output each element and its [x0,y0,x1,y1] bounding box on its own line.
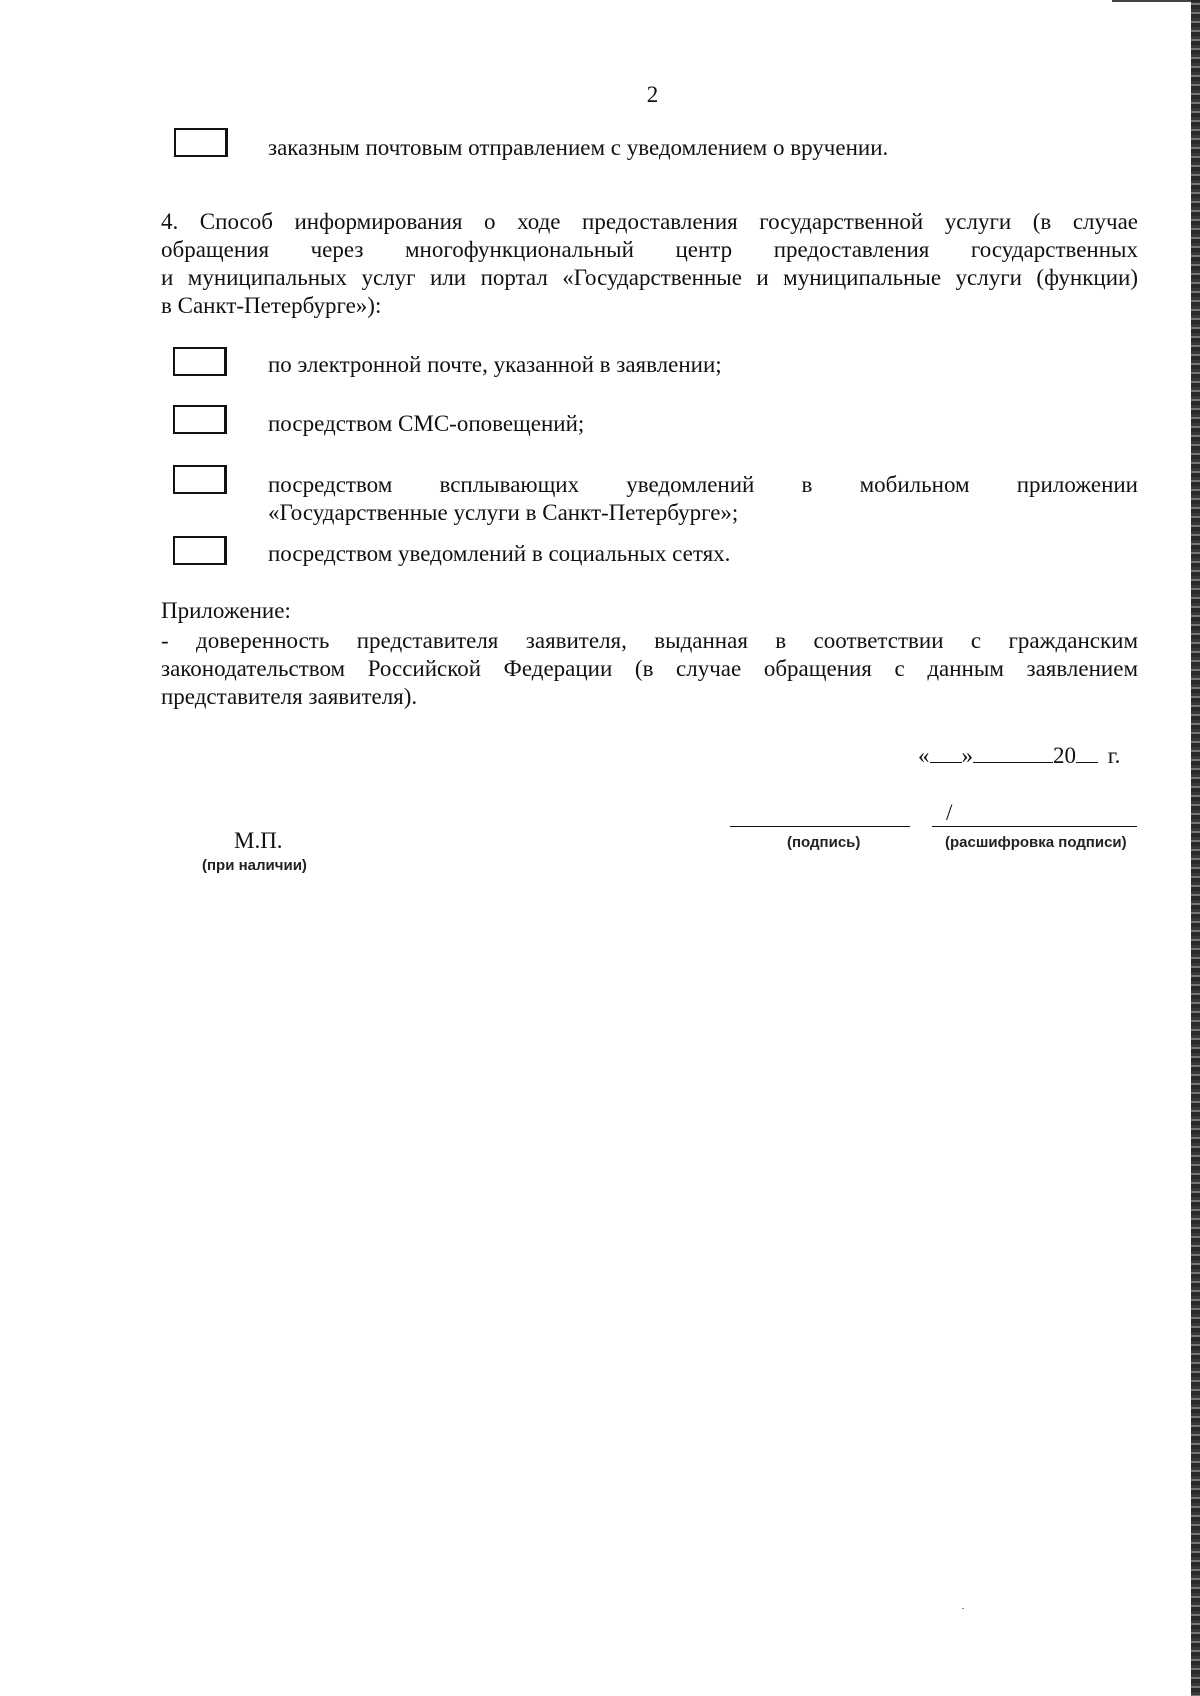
option-push-label [268,471,1138,527]
section4-line: в Санкт-Петербурге»): [161,293,382,318]
option-registered-mail-label: заказным почтовым отправлением с уведомлением о вручении. [268,135,889,160]
checkbox-push[interactable] [173,465,227,494]
scan-right-edge [1191,0,1200,1696]
option-sms-label: посредством СМС-оповещений; [268,411,585,436]
date-year-suffix: г. [1107,743,1121,768]
scan-top-edge [1112,0,1200,2]
section4-line: и муниципальных услуг или портал «Государственные и муниципальные услуги (функции) [161,265,1138,290]
date-close-quote: » [961,743,973,768]
signature-decoding-field[interactable] [932,826,1137,827]
section4-line: 4. Способ информирования о ходе предоставления государственной услуги (в случае [161,209,1138,234]
checkbox-email[interactable] [173,347,227,376]
section4-line: обращения через многофункциональный центр предоставления государственных [161,237,1138,262]
signature-decoding-label: (расшифровка подписи) [945,834,1127,851]
scan-speck [962,1608,964,1609]
checkbox-registered-mail[interactable] [174,128,228,157]
stamp-label: М.П. [234,828,283,853]
date-line [918,742,1140,769]
stamp-note: (при наличии) [202,857,307,874]
option-push-line: посредством всплывающих уведомлений в мобильном приложении [268,472,1138,497]
option-email-label: по электронной почте, указанной в заявлении; [268,352,722,377]
signature-label: (подпись) [787,834,861,851]
page-number: 2 [646,82,659,107]
date-day-field[interactable] [930,742,962,763]
date-open-quote: « [918,743,930,768]
date-year-prefix: 20 [1053,743,1076,768]
checkbox-sms[interactable] [173,405,227,434]
appendix-line: - доверенность представителя заявителя, выданная в соответствии с гражданским [161,628,1138,653]
appendix-line: представителя заявителя). [161,684,418,709]
option-push-line: «Государственные услуги в Санкт-Петербурге»; [268,500,739,525]
date-year-field[interactable] [1076,742,1098,763]
signature-field[interactable] [730,826,910,827]
date-month-field[interactable] [973,742,1053,763]
appendix-paragraph [161,627,1138,711]
checkbox-social[interactable] [173,536,227,565]
appendix-line: законодательством Российской Федерации (в случае обращения с данным заявлением [161,656,1138,681]
signature-slash: / [946,800,953,825]
appendix-heading: Приложение: [161,598,291,623]
section4-paragraph [161,208,1138,320]
option-social-label: посредством уведомлений в социальных сетях. [268,541,731,566]
